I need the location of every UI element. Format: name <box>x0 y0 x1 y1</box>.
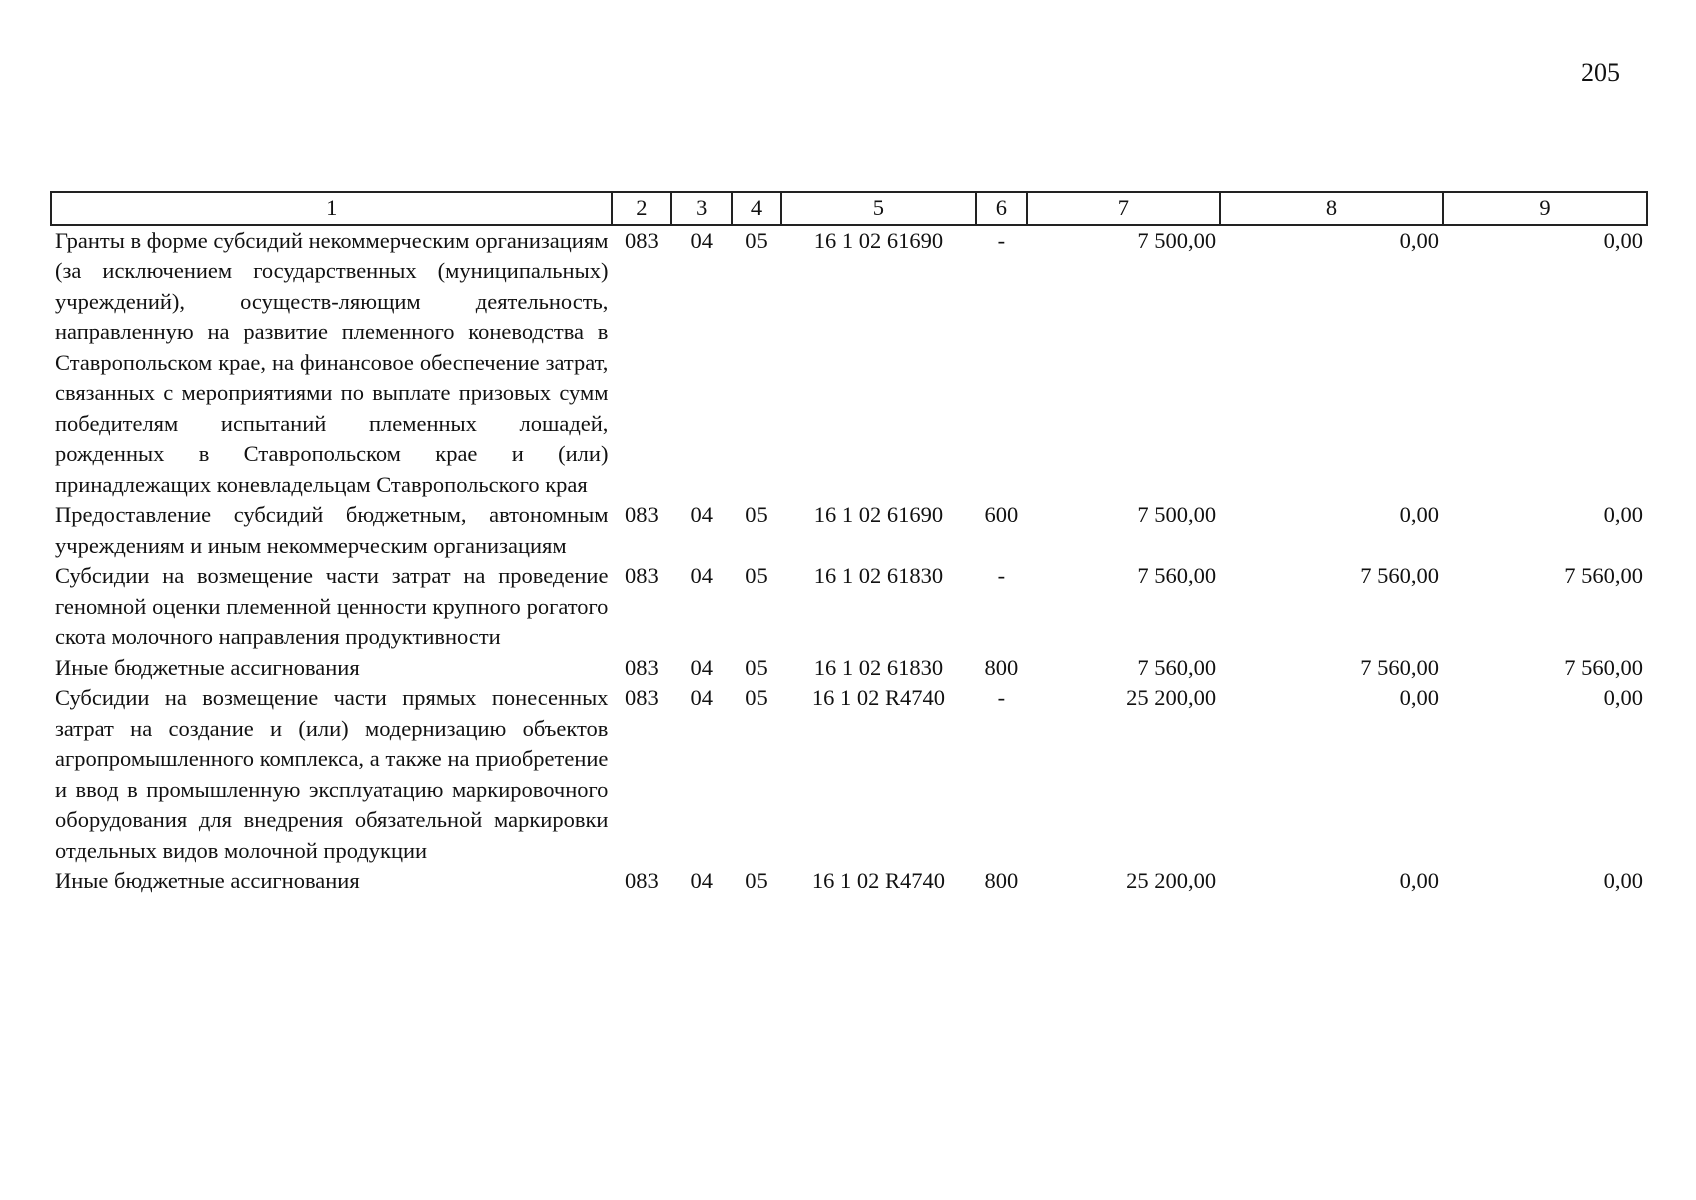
page-number: 205 <box>1581 58 1620 87</box>
header-col-9: 9 <box>1443 192 1647 225</box>
cell-amount-col9: 7 560,00 <box>1564 563 1643 588</box>
cell-section: 04 <box>690 685 714 710</box>
cell-ministry-code: 083 <box>625 868 659 893</box>
row-description: Иные бюджетные ассигнования <box>55 868 360 893</box>
cell-target-article: 16 1 02 61690 <box>813 502 944 527</box>
row-description: Субсидии на возмещение части затрат на проведение геномной оценки племенной ценности крупного рогатого скота молочного направления продуктивности <box>55 563 609 649</box>
cell-subsection: 05 <box>745 654 768 680</box>
cell-subsection: 05 <box>745 227 768 253</box>
cell-amount-col8: 7 560,00 <box>1360 563 1439 588</box>
row-description: Иные бюджетные ассигнования <box>55 654 360 680</box>
cell-amount-col9: 0,00 <box>1603 868 1643 893</box>
cell-expense-type: 800 <box>984 868 1019 893</box>
cell-amount-col8: 0,00 <box>1399 868 1439 893</box>
cell-ministry-code: 083 <box>625 654 659 680</box>
cell-section: 04 <box>690 227 714 253</box>
table-row <box>51 225 1647 501</box>
row-description: Предоставление субсидий бюджетным, автономным учреждениям и иным некоммерческим организациям <box>55 502 609 558</box>
row-description: Субсидии на возмещение части прямых понесенных затрат на создание и (или) модернизацию объектов агропромышленного комплекса, а также на приобретение и ввод в промышленную эксплуатацию маркировочного оборудования для внедрения обязательной маркировки отдельных видов молочной продукции <box>55 685 609 863</box>
cell-subsection: 05 <box>745 685 768 710</box>
cell-section: 04 <box>690 502 714 527</box>
cell-amount-col9: 0,00 <box>1603 502 1643 527</box>
table-row <box>51 500 1647 561</box>
cell-ministry-code: 083 <box>625 502 659 527</box>
header-col-6: 6 <box>976 192 1026 225</box>
cell-amount-col8: 0,00 <box>1399 227 1439 253</box>
cell-amount-col9: 7 560,00 <box>1564 654 1643 680</box>
cell-expense-type: - <box>997 685 1006 710</box>
cell-amount-col7: 25 200,00 <box>1126 685 1217 710</box>
cell-expense-type: 800 <box>984 654 1019 680</box>
cell-subsection: 05 <box>745 563 768 588</box>
header-row <box>51 192 1647 225</box>
cell-amount-col8: 0,00 <box>1399 502 1439 527</box>
cell-subsection: 05 <box>745 868 768 893</box>
header-col-1: 1 <box>51 192 612 225</box>
cell-subsection: 05 <box>745 502 768 527</box>
table-row <box>51 561 1647 653</box>
cell-section: 04 <box>690 654 714 680</box>
cell-section: 04 <box>690 563 714 588</box>
cell-amount-col9: 0,00 <box>1603 227 1643 253</box>
cell-section: 04 <box>690 868 714 893</box>
cell-expense-type: - <box>997 563 1006 588</box>
row-description: Гранты в форме субсидий некоммерческим организациям (за исключением государственных (муниципальных) учреждений), осуществ-ляющим деятельность, направленную на развитие племенного коневодства в Ставропольском крае, на финансовое обеспечение затрат, связанных с мероприятиями по выплате призовых сумм победителям испытаний племенных лошадей, рожденных в Ставропольском крае и (или) принадлежащих коневладельцам Ставропольского края <box>55 227 609 497</box>
budget-table <box>50 191 1648 897</box>
cell-amount-col7: 7 560,00 <box>1137 563 1217 588</box>
table-row <box>51 683 1647 866</box>
cell-amount-col7: 7 500,00 <box>1137 227 1217 253</box>
cell-target-article: 16 1 02 61690 <box>813 227 944 253</box>
cell-ministry-code: 083 <box>625 685 659 710</box>
cell-amount-col7: 25 200,00 <box>1126 868 1217 893</box>
cell-expense-type: - <box>997 227 1006 253</box>
cell-target-article: 16 1 02 61830 <box>813 654 944 680</box>
cell-amount-col7: 7 560,00 <box>1137 654 1217 680</box>
cell-ministry-code: 083 <box>625 227 659 253</box>
header-col-8: 8 <box>1220 192 1443 225</box>
header-col-2: 2 <box>612 192 671 225</box>
cell-amount-col8: 7 560,00 <box>1360 654 1439 680</box>
header-col-4: 4 <box>732 192 780 225</box>
cell-amount-col7: 7 500,00 <box>1137 502 1217 527</box>
cell-target-article: 16 1 02 61830 <box>813 563 944 588</box>
cell-target-article: 16 1 02 R4740 <box>811 685 945 710</box>
cell-expense-type: 600 <box>984 502 1019 527</box>
header-col-7: 7 <box>1027 192 1220 225</box>
table-row <box>51 866 1647 897</box>
cell-ministry-code: 083 <box>625 563 659 588</box>
header-col-3: 3 <box>671 192 732 225</box>
cell-target-article: 16 1 02 R4740 <box>811 868 945 893</box>
header-col-5: 5 <box>781 192 977 225</box>
table-row <box>51 653 1647 684</box>
cell-amount-col8: 0,00 <box>1399 685 1439 710</box>
cell-amount-col9: 0,00 <box>1603 685 1643 710</box>
